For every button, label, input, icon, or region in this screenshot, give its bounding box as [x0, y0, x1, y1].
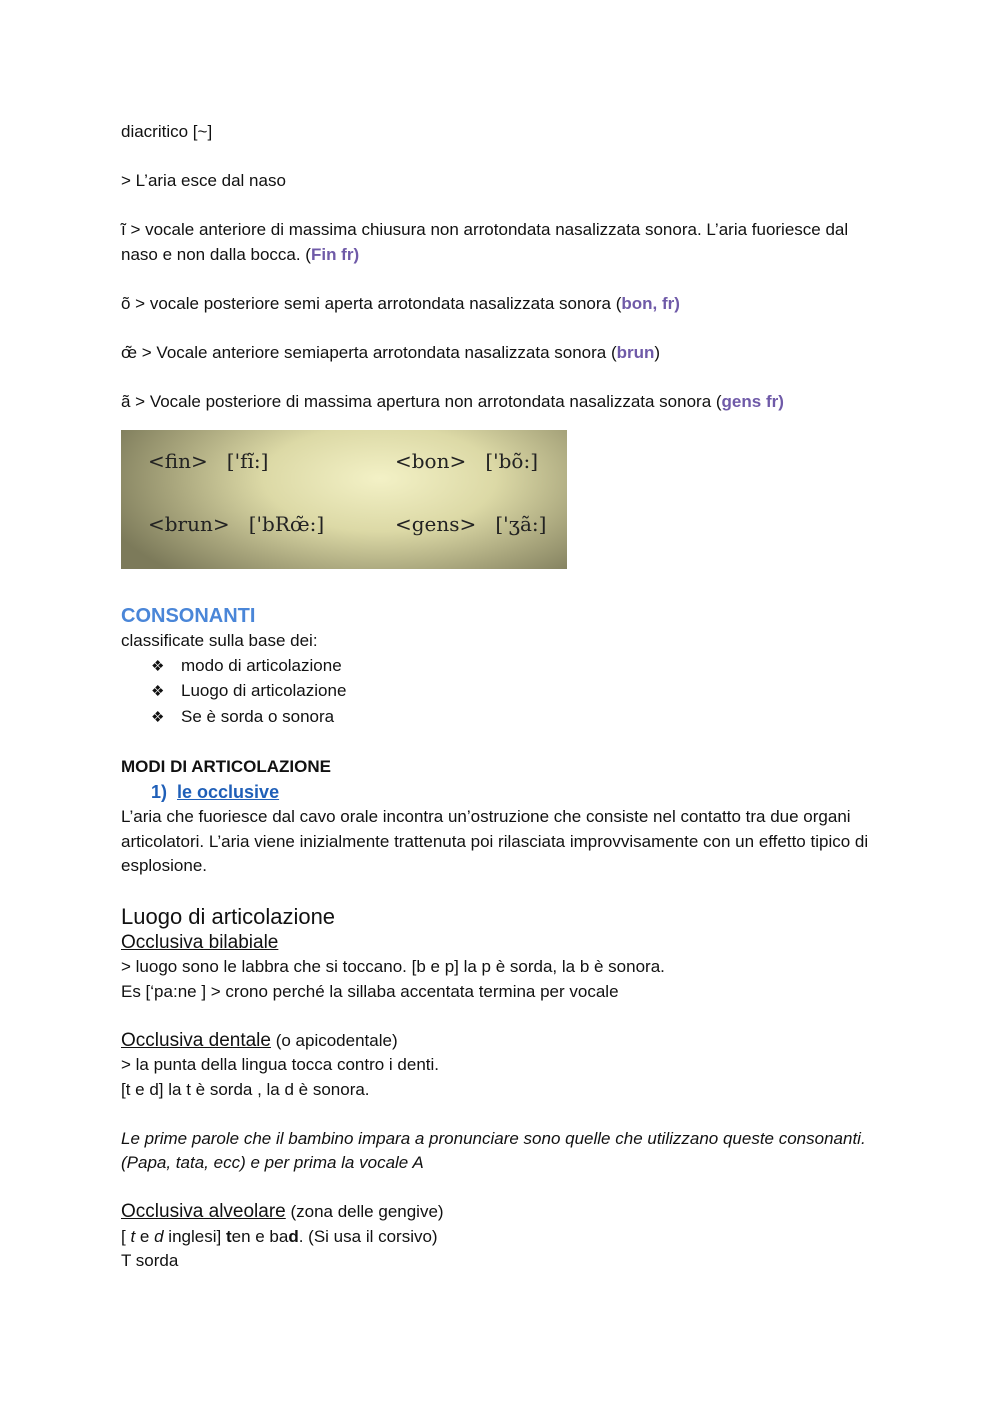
vowel-a-nasal: ã > Vocale posteriore di massima apertura non arrotondata nasalizzata sonora (gens fr): [121, 391, 784, 411]
bilabial-line-1: > luogo sono le labbra che si toccano. [b e p] la p è sorda, la b è sonora.: [121, 957, 665, 976]
consonanti-heading: CONSONANTI: [121, 605, 256, 627]
ipa-gens: <gens> ['ʒã:]: [395, 512, 547, 536]
luogo-heading: Luogo di articolazione: [121, 903, 336, 929]
example-brun: brun: [616, 342, 655, 362]
example-fin: Fin fr): [310, 244, 360, 264]
example-gens: gens fr): [721, 391, 784, 411]
document-page: [121, 120, 881, 1274]
list-item: ❖ Luogo di articolazione: [151, 679, 881, 705]
alveolar-line-2: T sorda: [121, 1251, 179, 1270]
vowel-i-nasal: ĩ > vocale anteriore di massima chiusura non arrotondata nasalizzata sonora. L’aria fuoriesce dal naso e non dalla bocca. (Fin fr): [121, 220, 849, 264]
bilabial-line-2: Es [‘pa:ne ] > crono perché la sillaba accentata termina per vocale: [121, 981, 619, 1001]
ipa-examples-image: [121, 430, 567, 569]
bilabial-subheading: Occlusiva bilabiale: [121, 931, 279, 953]
air-nose-line: > L’aria esce dal naso: [121, 171, 286, 190]
dental-title-line: Occlusiva dentale (o apicodentale): [121, 1029, 398, 1051]
consonanti-list: [121, 654, 881, 731]
ipa-brun: <brun> ['bRœ̃:]: [148, 512, 325, 536]
vowel-o-nasal: õ > vocale posteriore semi aperta arrotondata nasalizzata sonora (bon, fr): [121, 293, 680, 313]
occlusive-description: L’aria che fuoriesce dal cavo orale incontra un’ostruzione che consiste nel contatto tra due organi articolatori. L’aria viene inizialmente trattenuta poi rilasciata improvvisamente con un effetto tipico di esplosione.: [121, 807, 869, 875]
diamond-bullet-icon: ❖: [151, 683, 165, 700]
dental-line-1: > la punta della lingua tocca contro i denti.: [121, 1055, 440, 1074]
diamond-bullet-icon: ❖: [151, 708, 165, 726]
diacritic-line: diacritico [~]: [121, 122, 213, 141]
vowel-oe-nasal: œ̃ > Vocale anteriore semiaperta arrotondata nasalizzata sonora (brun): [121, 342, 661, 362]
occlusive-item: 1) le occlusive: [151, 782, 280, 802]
list-item: ❖ modo di articolazione: [151, 654, 881, 680]
occlusive-link[interactable]: le occlusive: [177, 782, 280, 802]
modi-heading: MODI DI ARTICOLAZIONE: [121, 757, 331, 776]
example-bon: bon, fr): [621, 293, 680, 313]
diamond-bullet-icon: ❖: [151, 657, 165, 675]
ipa-bon: <bon> ['bõ:]: [395, 449, 538, 473]
alveolar-line-1: [ t e d inglesi] ten e bad. (Si usa il corsivo): [121, 1226, 438, 1246]
list-item: ❖ Se è sorda o sonora: [151, 705, 881, 731]
ipa-fin: <fin> ['fĩ:]: [148, 449, 269, 473]
consonanti-intro: classificate sulla base dei:: [121, 631, 318, 650]
alveolar-title-line: Occlusiva alveolare (zona delle gengive): [121, 1201, 444, 1222]
italic-note: Le prime parole che il bambino impara a pronunciare sono quelle che utilizzano queste consonanti. (Papa, tata, ecc) e per prima la vocale A: [121, 1128, 866, 1172]
alveolar-subheading: Occlusiva alveolare: [121, 1201, 286, 1222]
dental-subheading: Occlusiva dentale: [121, 1029, 271, 1051]
dental-line-2: [t e d] la t è sorda , la d è sonora.: [121, 1079, 370, 1099]
